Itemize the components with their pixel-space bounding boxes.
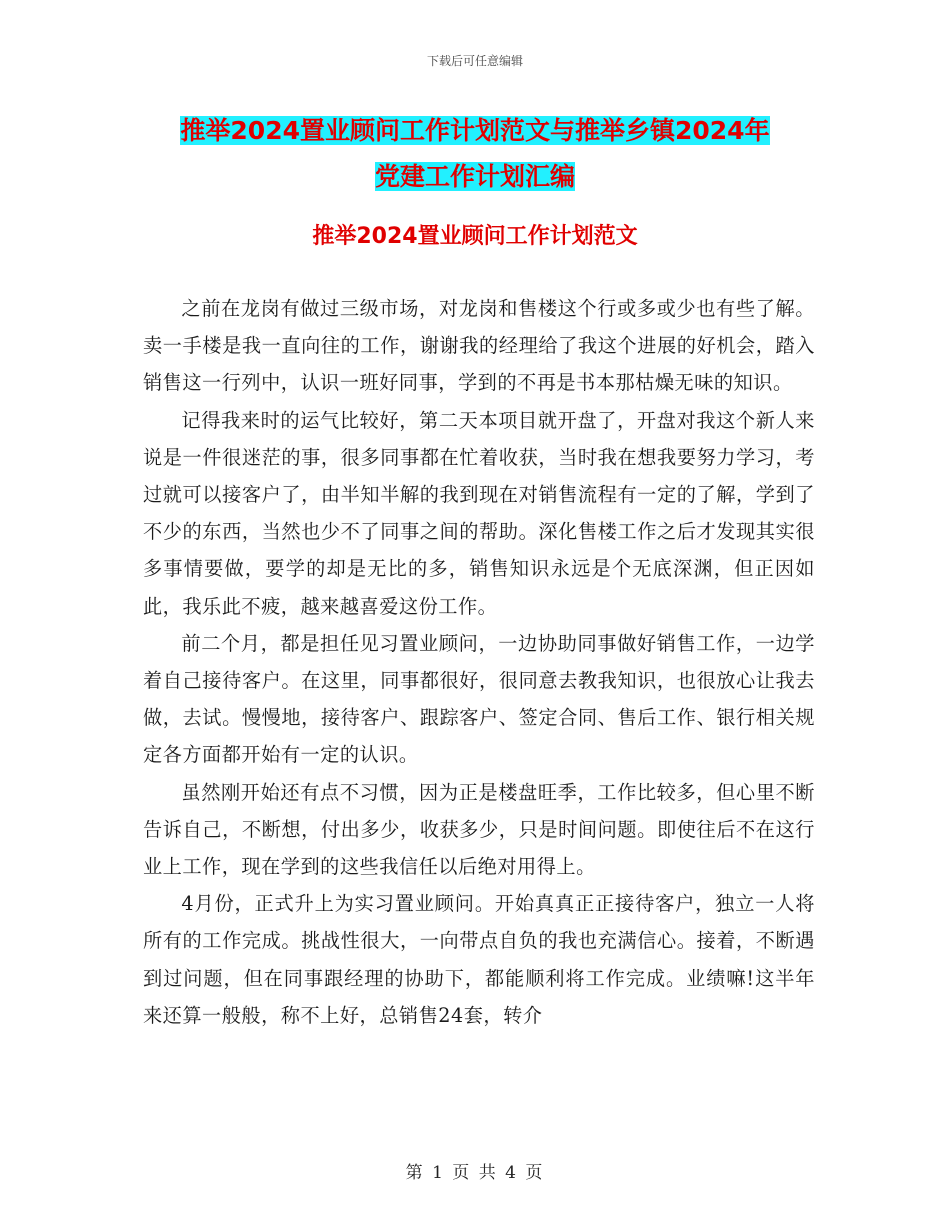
paragraph: 4月份，正式升上为实习置业顾问。开始真真正正接待客户，独立一人将所有的工作完成。挑战性很大，一向带点自负的我也充满信心。接着，不断遇到过问题，但在同事跟经理的协助下，都能顺利将工作完成。业绩嘛!这半年来还算一般般，称不上好，总销售24套，转介 xyxy=(143,892,815,1027)
header-note: 下载后可任意编辑 xyxy=(426,54,523,68)
document-title xyxy=(140,108,810,200)
document-title-line-1: 推举2024置业顾问工作计划范文与推举乡镇2024年 xyxy=(180,116,770,145)
paragraph: 前二个月，都是担任见习置业顾问，一边协助同事做好销售工作，一边学着自己接待客户。在这里，同事都很好，很同意去教我知识，也很放心让我去做，去试。慢慢地，接待客户、跟踪客户、签定合同、售后工作、银行相关规定各方面都开始有一定的认识。 xyxy=(143,631,815,767)
body-text xyxy=(143,290,815,1034)
paragraph: 虽然刚开始还有点不习惯，因为正是楼盘旺季，工作比较多，但心里不断告诉自己，不断想，付出多少，收获多少，只是时间问题。即使往后不在这行业上工作，现在学到的这些我信任以后绝对用得上。 xyxy=(143,780,815,879)
paragraph: 之前在龙岗有做过三级市场，对龙岗和售楼这个行或多或少也有些了解。卖一手楼是我一直向往的工作，谢谢我的经理给了我这个进展的好机会，踏入销售这一行列中，认识一班好同事，学到的不再是书本那枯燥无味的知识。 xyxy=(143,297,815,395)
page-footer: 第 1 页 共 4 页 xyxy=(405,1163,545,1183)
document-title-line-2: 党建工作计划汇编 xyxy=(374,162,575,191)
paragraph: 记得我来时的运气比较好，第二天本项目就开盘了，开盘对我这个新人来说是一件很迷茫的事，很多同事都在忙着收获，当时我在想我要努力学习，考过就可以接客户了，由半知半解的我到现在对销售流程有一定的了解，学到了不少的东西，当然也少不了同事之间的帮助。深化售楼工作之后才发现其实很多事情要做，要学的却是无比的多，销售知识永远是个无底深渊，但正因如此，我乐此不疲，越来越喜爱这份工作。 xyxy=(143,408,815,618)
section-title: 推举2024置业顾问工作计划范文 xyxy=(312,224,638,249)
